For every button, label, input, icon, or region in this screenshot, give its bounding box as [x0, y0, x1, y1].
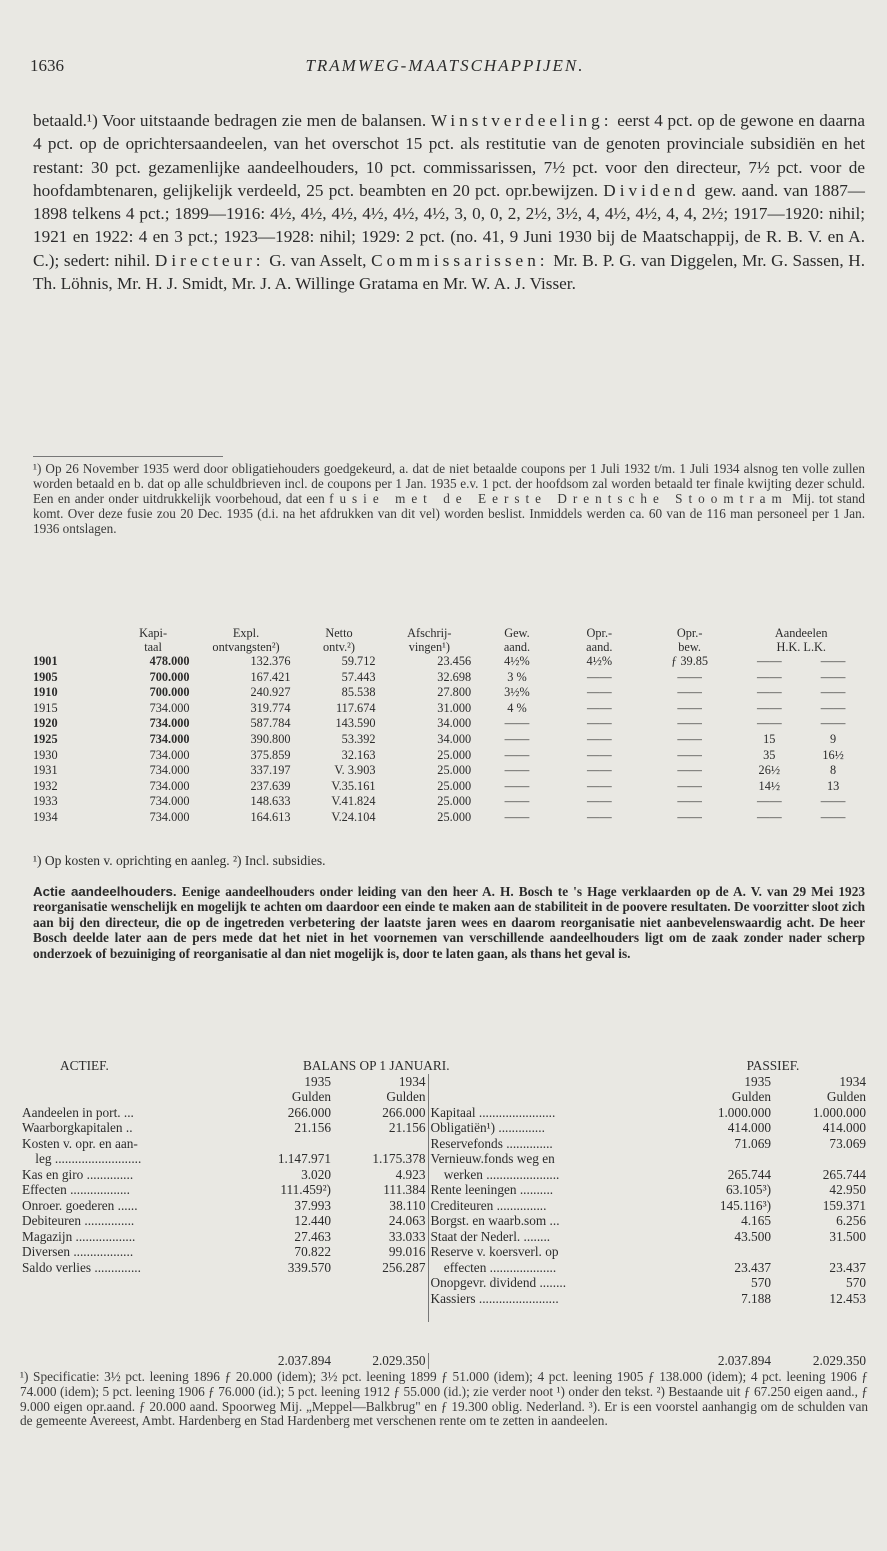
table-row	[33, 716, 865, 732]
table-cell-expl: 132.376	[250, 654, 291, 668]
balance-title: BALANS OP 1 JANUARI.	[303, 1058, 450, 1073]
table-row	[33, 701, 865, 717]
balance-right-label: Kassiers ........................	[430, 1290, 559, 1306]
table-cell-bew: ƒ 39.85	[671, 654, 709, 668]
table-cell-kap: 734.000	[149, 794, 190, 809]
table-cell-kap: 734.000	[149, 747, 190, 762]
table-cell-netto: V.24.104	[331, 809, 376, 824]
table-row	[33, 763, 865, 779]
balance-right-1935	[678, 1151, 773, 1167]
balance-row	[20, 1198, 868, 1214]
total-right-1934: 2.029.350	[812, 1353, 866, 1368]
unit-right-1: Gulden	[731, 1089, 771, 1104]
table-cell-gew: 4 %	[507, 700, 527, 715]
table-cell-gew: 4½%	[504, 654, 530, 668]
actie-paragraph	[33, 884, 865, 961]
balance-left-1934	[333, 1136, 428, 1152]
table-row	[33, 794, 865, 810]
balance-left-1934: 21.156	[333, 1120, 428, 1136]
table-cell-year: 1932	[33, 778, 58, 793]
balance-right-label: Reserve v. koersverl. op	[430, 1244, 559, 1259]
table-cell-kap: 734.000	[149, 778, 190, 793]
balance-left-label: Effecten ..................	[22, 1182, 130, 1197]
balance-unit-row	[20, 1089, 868, 1105]
balance-row	[20, 1182, 868, 1198]
balance-right-1934: 12.453	[829, 1290, 866, 1306]
table-cell-gew: ——	[504, 763, 530, 778]
table-cell-lk: ——	[820, 716, 846, 731]
balance-row	[20, 1167, 868, 1183]
dividend-label: Dividend	[603, 180, 700, 200]
balance-right-label: Obligatiën¹) ..............	[430, 1120, 545, 1135]
header-cell: Opr.-	[676, 626, 703, 640]
table-cell-netto: 53.392	[341, 731, 376, 746]
table-cell-expl: 237.639	[250, 778, 291, 793]
table-cell-afs: 25.000	[437, 747, 472, 762]
balance-left-label: Onroer. goederen ......	[22, 1197, 138, 1213]
table-row	[33, 654, 865, 670]
table-cell-year: 1905	[33, 669, 58, 684]
footnote-divider	[33, 456, 223, 457]
balance-left-1935: 1.147.971	[277, 1151, 331, 1166]
balance-left-1935: 21.156	[294, 1120, 331, 1135]
table-cell-hk: ——	[757, 809, 782, 824]
balance-row	[20, 1275, 868, 1291]
header-cell: Gew.	[504, 626, 530, 640]
balance-left-1935	[253, 1136, 333, 1152]
table-row	[33, 748, 865, 764]
balance-right-1935: 1.000.000	[717, 1104, 771, 1120]
table-cell-afs: 25.000	[437, 763, 472, 778]
balance-left-1934: 256.287	[333, 1260, 428, 1276]
balance-left-1934: 38.110	[333, 1198, 428, 1214]
header-cell: Kapi-	[139, 626, 168, 640]
balance-right-1935: 43.500	[734, 1228, 771, 1244]
balance-left-label: Debiteuren ...............	[22, 1213, 135, 1228]
table-cell-gew: 3½%	[504, 685, 530, 700]
balance-right-label: Staat der Nederl. ........	[430, 1228, 551, 1244]
table-cell-kap: 734.000	[149, 763, 190, 778]
balance-left-1934: 24.063	[333, 1213, 428, 1229]
balance-left-1935: 3.020	[301, 1166, 331, 1182]
balance-row	[20, 1244, 868, 1260]
table-cell-lk: ——	[820, 669, 846, 684]
table-cell-opr: ——	[587, 731, 612, 746]
table-cell-hk: ——	[757, 794, 782, 809]
balance-right-1934: 23.437	[829, 1259, 866, 1275]
table-cell-hk: ——	[757, 700, 782, 715]
balance-left-1935: 339.570	[287, 1259, 331, 1275]
header-cell	[33, 626, 111, 640]
balance-left-1934: 99.016	[333, 1244, 428, 1260]
balance-row	[20, 1105, 868, 1121]
table-cell-netto: 57.443	[341, 669, 376, 684]
balance-right-1934: 73.069	[829, 1135, 866, 1151]
balance-left-1934: 4.923	[333, 1167, 428, 1183]
header-cell: aand.	[503, 640, 531, 654]
balance-left-1935: 27.463	[294, 1228, 331, 1244]
year-left-1: 1935	[304, 1073, 331, 1089]
footnote-1	[33, 462, 865, 537]
balance-left-label	[20, 1306, 253, 1322]
table-cell-expl: 148.633	[250, 794, 291, 809]
balance-left-1935: 111.459²)	[280, 1182, 331, 1197]
balance-left-label: leg ..........................	[22, 1151, 142, 1166]
actief-label: ACTIEF.	[60, 1058, 109, 1073]
table-cell-bew: ——	[677, 809, 702, 824]
balance-right-1935: 145.116³)	[719, 1197, 771, 1213]
page-number: 1636	[30, 56, 64, 75]
table-cell-kap: 734.000	[149, 700, 190, 715]
balance-left-1935: 37.993	[294, 1197, 331, 1213]
table-cell-gew: ——	[504, 716, 530, 731]
balance-left-label: Kas en giro ..............	[22, 1166, 134, 1182]
table-cell-netto: 85.538	[341, 685, 376, 700]
balance-right-1935: 414.000	[727, 1120, 771, 1135]
header-cell: bew.	[678, 640, 701, 654]
table-cell-afs: 34.000	[437, 716, 472, 731]
balance-left-label: Diversen ..................	[22, 1244, 134, 1259]
table-cell-expl: 164.613	[250, 809, 291, 824]
balance-right-label	[428, 1306, 678, 1322]
table-cell-expl: 390.800	[250, 731, 291, 746]
balance-left-label: Magazijn ..................	[22, 1228, 136, 1244]
table-cell-netto: V.35.161	[331, 778, 376, 793]
balance-right-1935	[678, 1306, 773, 1322]
balance-row	[20, 1306, 868, 1322]
table-cell-netto: 32.163	[341, 747, 376, 762]
table-cell-gew: ——	[504, 731, 530, 746]
table-cell-hk: 14½	[758, 778, 781, 793]
table-cell-afs: 25.000	[437, 778, 472, 793]
balance-right-1934: 570	[846, 1275, 866, 1290]
table-cell-year: 1910	[33, 685, 58, 700]
balance-sheet	[20, 1058, 868, 1322]
intro-paragraph	[33, 109, 865, 295]
table-cell-kap: 700.000	[149, 669, 190, 684]
year-right-1: 1935	[744, 1073, 771, 1089]
header-cell: Opr.-	[586, 626, 613, 640]
balance-right-label: Onopgevr. dividend ........	[430, 1275, 567, 1290]
table-cell-kap: 734.000	[149, 731, 190, 746]
table-row	[33, 732, 865, 748]
winst-label: Winstverdeeling:	[430, 111, 613, 130]
table-cell-year: 1901	[33, 654, 58, 668]
table-cell-netto: 143.590	[335, 716, 376, 731]
balance-left-label	[20, 1275, 253, 1291]
year-left-2: 1934	[333, 1074, 428, 1090]
header-cell: Afschrij-	[407, 626, 452, 640]
table-cell-year: 1915	[33, 700, 58, 715]
directeur-label: Directeur:	[154, 250, 265, 270]
table-cell-lk: 9	[830, 731, 837, 746]
intro-text-4: G. van Asselt,	[269, 250, 367, 270]
table-cell-year: 1931	[33, 763, 58, 778]
table-cell-hk: ——	[757, 716, 782, 731]
balance-left-1935	[253, 1275, 333, 1291]
table-cell-afs: 34.000	[437, 731, 472, 746]
table-cell-hk: 26½	[758, 763, 781, 778]
balance-footnote: ¹) Specificatie: 3½ pct. leening 1896 ƒ 20.000 (idem); 3½ pct. leening 1899 ƒ 51.000 (idem); 4 pct. leening 1905 ƒ 138.000 (idem); 4 pct. leening 1906 ƒ 74.000 (idem); 5 pct. leening 1906 ƒ 76.000 (id.); 5 pct. leening 1912 ƒ 55.000 (id.); zie verder noot ¹) onder den tekst. ²) Bestaande uit ƒ 67.250 eigen aand., ƒ 9.000 eigen opr.aand. ƒ 20.000 aand. Spoorweg Mij. „Meppel—Balkbrug" en ƒ 19.300 oblig. Nederland. ³). Er is een voorstel aanhangig om de schulden van de gemeente Avereest, Ambt. Hardenberg en Stad Hardenberg met verschenen rente om te zetten in aandeelen.	[20, 1369, 868, 1429]
balance-title-row	[20, 1058, 868, 1074]
balance-right-1935: 63.105³)	[726, 1182, 771, 1197]
table-cell-lk: 13	[826, 778, 840, 793]
balance-row	[20, 1213, 868, 1229]
balance-right-1935: 23.437	[734, 1259, 771, 1275]
table-cell-kap: 734.000	[149, 809, 190, 824]
balance-left-1934	[333, 1275, 428, 1291]
balance-left-1934: 111.384	[333, 1182, 428, 1198]
header-cell: taal	[144, 640, 162, 654]
balance-left-label	[20, 1291, 253, 1307]
table-cell-bew: ——	[677, 731, 702, 746]
unit-left-1: Gulden	[291, 1089, 331, 1104]
table-cell-year: 1920	[33, 716, 58, 731]
page-header	[30, 56, 860, 82]
table-cell-opr: ——	[587, 716, 612, 731]
header-cell: Aandeelen	[774, 626, 828, 640]
header-cell: aand.	[586, 640, 613, 654]
table-cell-year: 1934	[33, 809, 58, 824]
table-cell-lk: ——	[820, 794, 846, 809]
balance-left-label: Waarborgkapitalen ..	[22, 1120, 133, 1135]
balance-left-label: Saldo verlies ..............	[22, 1259, 141, 1275]
balance-right-1935: 265.744	[727, 1166, 771, 1182]
table-cell-opr: ——	[587, 778, 612, 793]
table-cell-kap: 478.000	[149, 654, 190, 668]
statistics-table	[33, 626, 865, 826]
balance-left-label: Aandeelen in port. ...	[22, 1104, 134, 1120]
balance-right-1934: 31.500	[829, 1228, 866, 1244]
balance-right-label: Crediteuren ...............	[430, 1197, 547, 1213]
table-cell-kap: 734.000	[149, 716, 190, 731]
balance-total-row	[20, 1353, 868, 1369]
table-cell-lk: ——	[820, 654, 846, 668]
table-cell-hk: ——	[757, 654, 782, 668]
table-cell-expl: 375.859	[250, 747, 291, 762]
table-cell-hk: 35	[763, 747, 776, 762]
total-left-1934: 2.029.350	[333, 1353, 428, 1369]
table-cell-gew: ——	[504, 794, 530, 809]
table-cell-lk: 16½	[822, 747, 844, 762]
balance-right-1934: 159.371	[822, 1197, 866, 1213]
table-cell-bew: ——	[677, 778, 702, 793]
balance-row	[20, 1120, 868, 1136]
balance-right-label: Kapitaal .......................	[430, 1104, 556, 1120]
balance-right-1934: 42.950	[829, 1182, 866, 1197]
table-row	[33, 670, 865, 686]
table-cell-opr: 4½%	[586, 654, 613, 668]
header-cell: H.K. L.K.	[776, 640, 826, 654]
balance-right-1935: 71.069	[734, 1135, 771, 1151]
intro-text-3: gew. aand. van 1887—1898 telkens 4 pct.; 1899—1916: 4½, 4½, 4½, 4½, 4½, 4½, 3, 0, 0, 2, 2½, 3½, 4, 4½, 4½, 4, 4, 2½; 1917—1920: nihil; 1921 en 1922: 4 en 3 pct.; 1923—1928: nihil; 1929: 2 pct. (no. 41, 9 Juni 1930 bij de Maatschappij, de R. B. V. en A. C.); sedert: nihil.	[33, 180, 865, 270]
table-cell-opr: ——	[587, 747, 612, 762]
footnote-1-text-a: ¹) Op 26 November 1935 werd door obligatiehouders goedgekeurd, a. dat de niet betaalde coupons per 1 Juli 1932 t/m. 1 Juli 1934 alsnog ten volle zullen worden betaald en b. dat op alle schuldbrieven incl. de coupons per 1 Jan. 1935 e.v. 1 pct. der hoofdsom zal worden betaald ter finale kwijting dezer schuld. Een en ander onder uitdrukkelijk voorbehoud, dat een	[33, 461, 865, 506]
balance-row	[20, 1136, 868, 1152]
balance-right-label: Reservefonds ..............	[430, 1135, 553, 1151]
table-cell-year: 1930	[33, 747, 58, 762]
table-cell-afs: 31.000	[437, 700, 472, 715]
table-cell-hk: ——	[757, 669, 782, 684]
intro-text-1: betaald.¹) Voor uitstaande bedragen zie men de balansen.	[33, 111, 427, 130]
table-cell-netto: 117.674	[335, 700, 376, 715]
table-cell-netto: V.41.824	[331, 794, 376, 809]
table-cell-netto: 59.712	[341, 654, 376, 668]
passief-label: PASSIEF.	[746, 1058, 800, 1073]
balance-row	[20, 1151, 868, 1167]
table-cell-gew: ——	[504, 747, 530, 762]
table-row	[33, 810, 865, 826]
table-cell-opr: ——	[587, 809, 612, 824]
balance-right-1935: 7.188	[741, 1290, 771, 1306]
intro-text-5: Mr. B. P. G. van Diggelen, Mr. G. Sassen, H. Th. Löhnis, Mr. H. J. Smidt, Mr. J. A. Willinge Gratama en Mr. W. A. J. Visser.	[33, 250, 866, 294]
balance-right-1935	[678, 1244, 773, 1260]
table-cell-bew: ——	[677, 685, 702, 700]
table-cell-lk: ——	[820, 700, 846, 715]
balance-left-1935	[253, 1291, 333, 1307]
table-cell-gew: ——	[504, 809, 530, 824]
total-left-1935: 2.037.894	[277, 1353, 331, 1368]
table-cell-expl: 337.197	[250, 763, 291, 778]
balance-left-1935: 12.440	[294, 1213, 331, 1228]
table-cell-afs: 25.000	[437, 809, 472, 824]
table-cell-afs: 25.000	[437, 794, 472, 809]
balance-right-label: Borgst. en waarb.som ...	[430, 1213, 560, 1228]
table-cell-lk: 8	[830, 763, 837, 778]
table-cell-hk: 15	[763, 731, 776, 746]
balance-right-1934	[773, 1244, 868, 1260]
table-cell-opr: ——	[587, 669, 612, 684]
balance-right-1934: 6.256	[836, 1213, 866, 1228]
table-cell-afs: 32.698	[437, 669, 472, 684]
balance-left-1935: 70.822	[294, 1244, 331, 1259]
table-cell-expl: 240.927	[250, 685, 291, 700]
table-note: ¹) Op kosten v. oprichting en aanleg. ²) Incl. subsidies.	[33, 853, 326, 868]
table-cell-year: 1925	[33, 731, 58, 746]
table-cell-gew: 3 %	[507, 669, 527, 684]
balance-left-label: Kosten v. opr. en aan-	[22, 1135, 138, 1151]
balance-left-1934	[333, 1306, 428, 1322]
table-row	[33, 685, 865, 701]
balance-row	[20, 1291, 868, 1307]
table-header-top	[33, 626, 865, 640]
balance-right-label: effecten ....................	[430, 1259, 557, 1275]
commissarissen-label: Commissarissen:	[371, 250, 549, 270]
table-cell-kap: 700.000	[149, 685, 190, 700]
balance-left-1934: 1.175.378	[333, 1151, 428, 1167]
balance-left-1934	[333, 1291, 428, 1307]
header-cell: ontv.²)	[323, 640, 355, 654]
table-cell-lk: ——	[820, 809, 846, 824]
table-cell-bew: ——	[677, 794, 702, 809]
balance-right-1935: 4.165	[741, 1213, 771, 1228]
header-cell: Expl.	[232, 626, 260, 640]
table-cell-opr: ——	[587, 700, 612, 715]
table-cell-afs: 27.800	[437, 685, 472, 700]
table-cell-year: 1933	[33, 794, 58, 809]
table-row	[33, 779, 865, 795]
balance-left-1934: 33.033	[333, 1229, 428, 1245]
header-cell: ontvangsten²)	[212, 640, 280, 654]
table-cell-netto: V. 3.903	[334, 763, 376, 778]
balance-right-label: Rente leeningen ..........	[430, 1182, 554, 1197]
balance-row	[20, 1229, 868, 1245]
total-right-1935: 2.037.894	[717, 1353, 771, 1368]
table-cell-expl: 319.774	[250, 700, 291, 715]
balance-right-1934: 414.000	[822, 1120, 866, 1135]
table-cell-opr: ——	[587, 794, 612, 809]
balance-left-1935	[253, 1306, 333, 1322]
balance-left-1935: 266.000	[287, 1104, 331, 1120]
intro-text-2: eerst 4 pct. op de gewone en daarna 4 pct. op de oprichtersaandeelen, van het overschot 15 pct. als restitutie van de genoten provinciale subsidiën en het restant: 30 pct. gezamenlijke aandeelhouders, 10 pct. commissarissen, 7½ pct. voor den directeur, 7½ pct. voor de hoofdambtenaren, gelijkelijk verdeeld, 25 pct. beambten en 20 pct. opr.bewijzen.	[33, 111, 866, 200]
table-cell-expl: 587.784	[250, 716, 291, 731]
balance-right-1934: 265.744	[822, 1166, 866, 1182]
table-cell-bew: ——	[677, 669, 702, 684]
table-cell-gew: ——	[504, 778, 530, 793]
balance-left-1934: 266.000	[333, 1105, 428, 1121]
balance-right-1935: 570	[751, 1275, 771, 1290]
table-cell-bew: ——	[677, 763, 702, 778]
balance-right-label: Vernieuw.fonds weg en	[430, 1151, 555, 1166]
table-header-bottom	[33, 640, 865, 654]
balance-right-1934	[773, 1151, 868, 1167]
table-cell-hk: ——	[757, 685, 782, 700]
table-cell-opr: ——	[587, 763, 612, 778]
balance-year-row	[20, 1074, 868, 1090]
running-title: TRAMWEG-MAATSCHAPPIJEN.	[305, 56, 585, 75]
footnote-1-fusie: fusie met de Eerste Drentsche Stoomtram	[329, 490, 788, 506]
unit-right-2: Gulden	[826, 1089, 866, 1104]
balance-totals	[20, 1353, 868, 1369]
table-cell-opr: ——	[587, 685, 612, 700]
header-cell: vingen¹)	[408, 640, 450, 654]
balance-row	[20, 1260, 868, 1276]
table-cell-expl: 167.421	[250, 669, 291, 684]
year-right-2: 1934	[839, 1073, 866, 1089]
actie-text: Eenige aandeelhouders onder leiding van den heer A. H. Bosch te 's Hage verklaarden op de A. V. van 29 Mei 1923 reorganisatie wenschelijk en mogelijk te achten om daardoor een einde te maken aan de stabiliteit in de poovere resultaten. De voorzitter sloot zich aan bij den directeur, die op de ingetreden verbetering der laatste jaren wees en daarom reorganisatie niet aanbevelenswaardig acht. De heer Bosch deelde later aan de pers mede dat het niet in het voornemen van verschillende aandeelhouders ligt om de zaak zonder nader scherp onderzoek of bezuiniging of reorganisatie al dan niet mogelijk is, door te laten gaan, als thans het geval is.	[33, 884, 865, 961]
table-cell-bew: ——	[677, 747, 702, 762]
balance-right-1934	[773, 1306, 868, 1322]
header-cell: Netto	[325, 626, 353, 640]
footnote-1-text-b: Mij. tot stand komt. Over deze fusie zou 20 Dec. 1935 (d.i. na het afdrukken van dit vel) worden beslist. Inmiddels werden ca. 60 van de 116 man personeel per 1 Jan. 1936 ontslagen.	[33, 490, 866, 536]
header-cell	[33, 640, 111, 654]
table-cell-bew: ——	[677, 700, 702, 715]
actie-heading: Actie aandeelhouders.	[33, 884, 177, 899]
balance-right-label: werken ......................	[430, 1166, 560, 1182]
unit-left-2: Gulden	[333, 1089, 428, 1105]
table-cell-afs: 23.456	[437, 654, 472, 668]
balance-right-1934: 1.000.000	[812, 1104, 866, 1120]
table-cell-bew: ——	[677, 716, 702, 731]
table-cell-lk: ——	[820, 685, 846, 700]
